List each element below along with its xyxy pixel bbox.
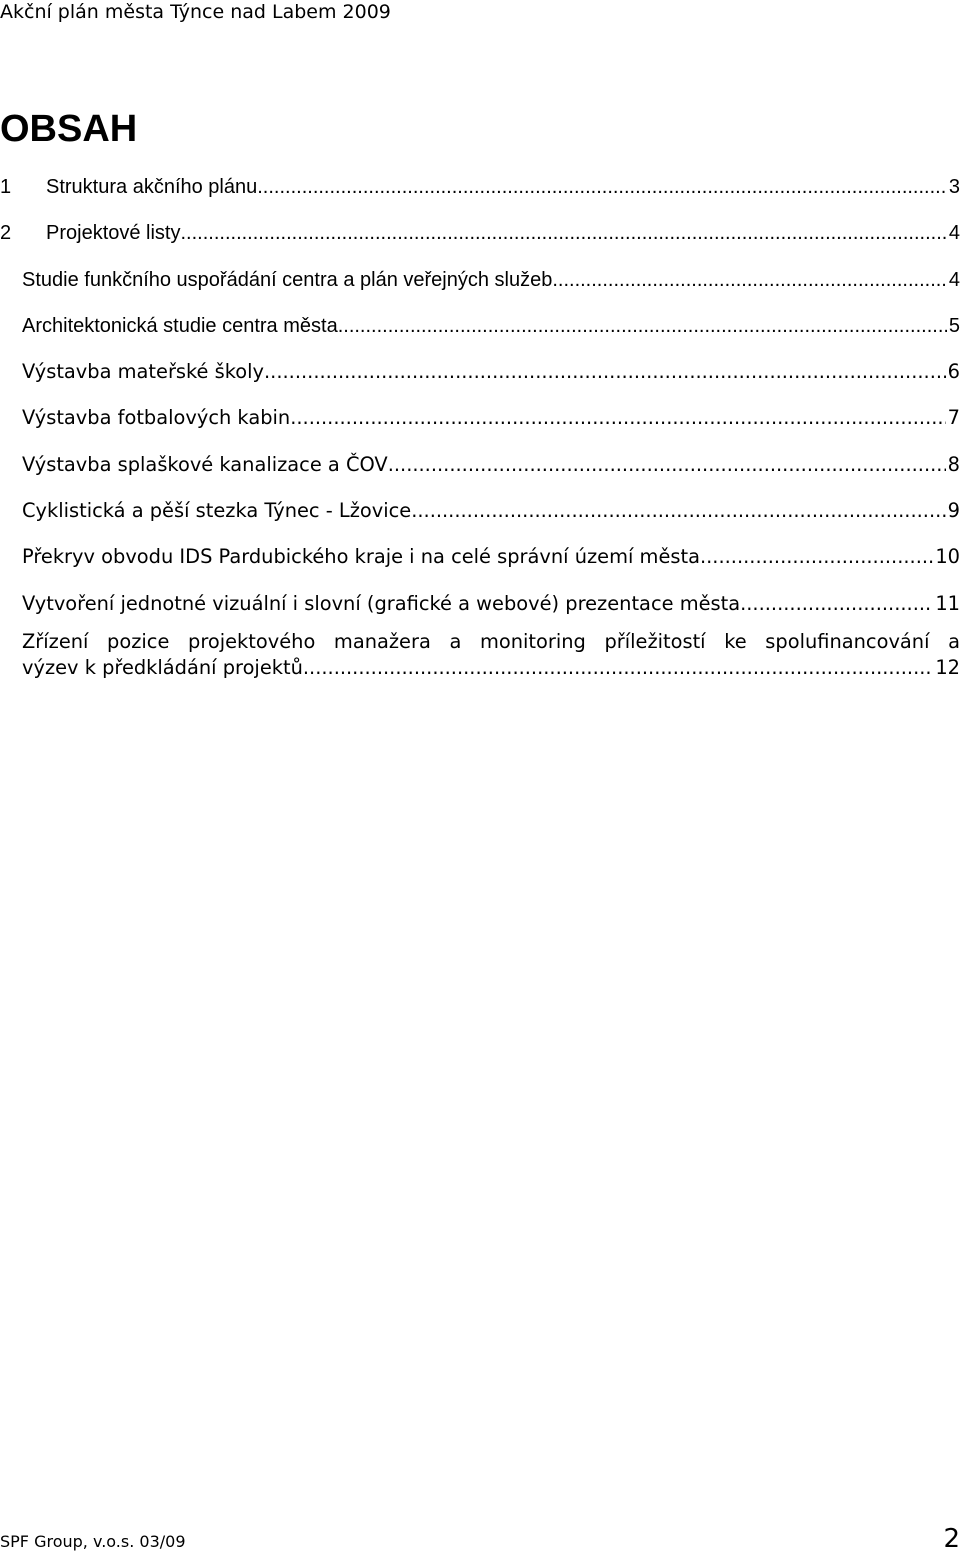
toc-entry-number: 2 xyxy=(0,222,12,245)
toc-entry-page: 3 xyxy=(948,176,960,198)
toc-dot-leader xyxy=(552,257,947,303)
toc-entry-title: Cyklistická a pěší stezka Týnec - Lžovice xyxy=(22,499,412,523)
toc-entry-title: Struktura akčního plánu xyxy=(46,176,258,198)
toc-dot-leader xyxy=(411,488,945,534)
toc-entry[interactable] xyxy=(0,442,960,488)
running-header-title: Akční plán města Týnce nad Labem 2009 xyxy=(0,1,391,23)
toc-entry[interactable] xyxy=(0,395,960,441)
toc-entry-page: 5 xyxy=(948,314,960,337)
toc-dot-leader xyxy=(290,395,945,441)
footer-page-number: 2 xyxy=(943,1524,960,1554)
toc-entry-page: 9 xyxy=(947,499,960,523)
toc-entry[interactable] xyxy=(0,349,960,395)
toc-entry-title: Vytvoření jednotné vizuální i slovní (grafické a webové) prezentace města xyxy=(22,591,741,615)
toc-entry[interactable] xyxy=(0,164,960,210)
toc-dot-leader xyxy=(700,534,933,580)
toc-entry-title: Studie funkčního uspořádání centra a plán veřejných služeb xyxy=(22,268,553,291)
toc-entry[interactable] xyxy=(0,581,960,627)
toc-dot-leader xyxy=(388,442,946,488)
toc-entry[interactable] xyxy=(0,210,960,256)
toc-entry-title: Výstavba fotbalových kabin xyxy=(22,406,291,430)
toc-entry[interactable] xyxy=(0,257,960,303)
toc-heading: OBSAH xyxy=(0,108,138,150)
toc-entry-title: Projektové listy xyxy=(46,222,181,245)
toc-entry-title: Výstavba mateřské školy xyxy=(22,360,265,384)
toc-dot-leader xyxy=(303,655,933,681)
toc-entry-page: 6 xyxy=(947,360,960,384)
toc-entry-page: 10 xyxy=(935,545,960,569)
toc-entry-page: 8 xyxy=(947,452,960,476)
footer-company: SPF Group, v.o.s. 03/09 xyxy=(0,1532,186,1551)
table-of-contents xyxy=(0,164,960,681)
toc-entry-page: 11 xyxy=(935,591,960,615)
toc-dot-leader xyxy=(740,581,933,627)
toc-entry-multiline[interactable] xyxy=(0,627,960,681)
toc-entry[interactable] xyxy=(0,488,960,534)
toc-entry-title-line2: výzev k předkládání projektů xyxy=(22,655,303,679)
toc-entry-page: 4 xyxy=(948,222,960,245)
toc-entry-title: Překryv obvodu IDS Pardubického kraje i na celé správní území města xyxy=(22,545,700,569)
toc-entry-number: 1 xyxy=(0,176,12,198)
toc-entry-page: 7 xyxy=(947,406,960,430)
toc-dot-leader xyxy=(338,303,947,349)
toc-entry[interactable] xyxy=(0,303,960,349)
toc-entry-title-line1: Zřízení pozice projektového manažera a monitoring příležitostí ke spolufinancování a xyxy=(22,629,960,653)
toc-dot-leader xyxy=(181,210,947,256)
toc-dot-leader xyxy=(257,164,947,210)
toc-entry-title: Výstavba splaškové kanalizace a ČOV xyxy=(22,452,388,476)
toc-entry-title: Architektonická studie centra města xyxy=(22,314,338,337)
toc-entry-page: 12 xyxy=(935,655,960,679)
toc-entry-page: 4 xyxy=(948,268,960,291)
toc-dot-leader xyxy=(264,349,946,395)
toc-entry[interactable] xyxy=(0,534,960,580)
